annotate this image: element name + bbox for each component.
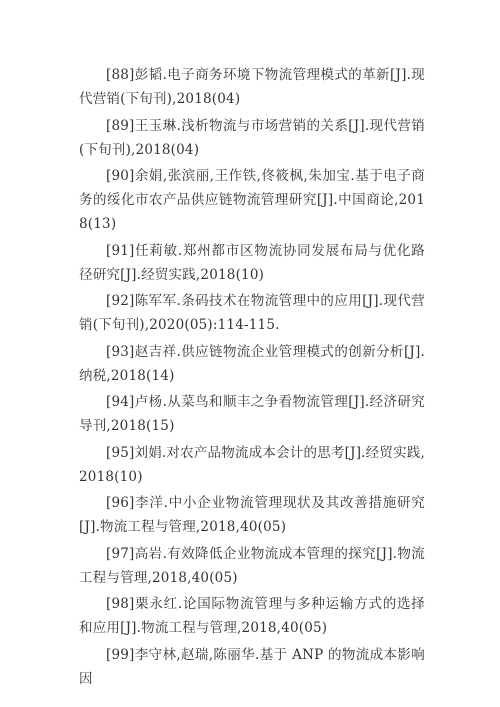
reference-item-91	[79, 239, 425, 287]
reference-number: [88]	[106, 67, 135, 83]
reference-text: 栗永红.论国际物流管理与多种运输方式的选择和应用[J].物流工程与管理,2018,40(05)	[79, 596, 425, 636]
reference-item-99	[79, 643, 425, 691]
reference-number: [97]	[106, 545, 135, 562]
reference-text: 卢杨.从菜鸟和顺丰之争看物流管理[J].经济研究导刊,2018(15)	[79, 394, 425, 434]
reference-text: 彭韬.电子商务环境下物流管理模式的革新[J].现代营销(下旬刊),2018(04)	[79, 67, 425, 107]
reference-number: [91]	[106, 242, 135, 259]
reference-number: [93]	[106, 343, 135, 360]
reference-text: 刘娟.对农产品物流成本会计的思考[J].经贸实践,2018(10)	[79, 444, 425, 485]
reference-text: 李守林,赵瑞,陈丽华.基于 ANP 的物流成本影响因	[79, 646, 425, 687]
reference-text: 王玉琳.浅析物流与市场营销的关系[J].现代营销(下旬刊),2018(04)	[79, 117, 425, 158]
reference-list	[79, 63, 425, 693]
reference-text: 任莉敏.郑州都市区物流协同发展布局与优化路径研究[J].经贸实践,2018(10)	[79, 242, 425, 283]
reference-item-92	[79, 289, 425, 337]
reference-item-97	[79, 542, 425, 590]
reference-text: 陈军军.条码技术在物流管理中的应用[J].现代营销(下旬刊),2020(05):114-115.	[79, 293, 425, 333]
reference-number: [90]	[106, 168, 135, 184]
reference-number: [92]	[106, 293, 135, 309]
reference-item-98	[79, 592, 425, 640]
reference-text: 李洋.中小企业物流管理现状及其改善措施研究[J].物流工程与管理,2018,40(05)	[79, 495, 425, 535]
reference-number: [99]	[106, 646, 135, 663]
reference-item-89	[79, 114, 425, 162]
reference-item-93	[79, 340, 425, 388]
reference-number: [98]	[106, 596, 135, 612]
reference-number: [94]	[106, 394, 135, 410]
reference-text: 高岩.有效降低企业物流成本管理的探究[J].物流工程与管理,2018,40(05)	[79, 545, 425, 586]
reference-text: 赵吉祥.供应链物流企业管理模式的创新分析[J].纳税,2018(14)	[79, 343, 425, 384]
reference-number: [89]	[106, 117, 135, 134]
reference-item-94	[79, 390, 425, 438]
reference-item-90	[79, 164, 425, 236]
reference-item-88	[79, 63, 425, 111]
reference-item-95	[79, 441, 425, 489]
reference-number: [95]	[106, 444, 135, 461]
reference-text: 余娟,张滨丽,王作铁,佟筱枫,朱加宝.基于电子商务的绥化市农产品供应链物流管理研究[J].中国商论,2018(13)	[79, 168, 425, 232]
reference-number: [96]	[106, 495, 135, 511]
reference-item-96	[79, 491, 425, 539]
